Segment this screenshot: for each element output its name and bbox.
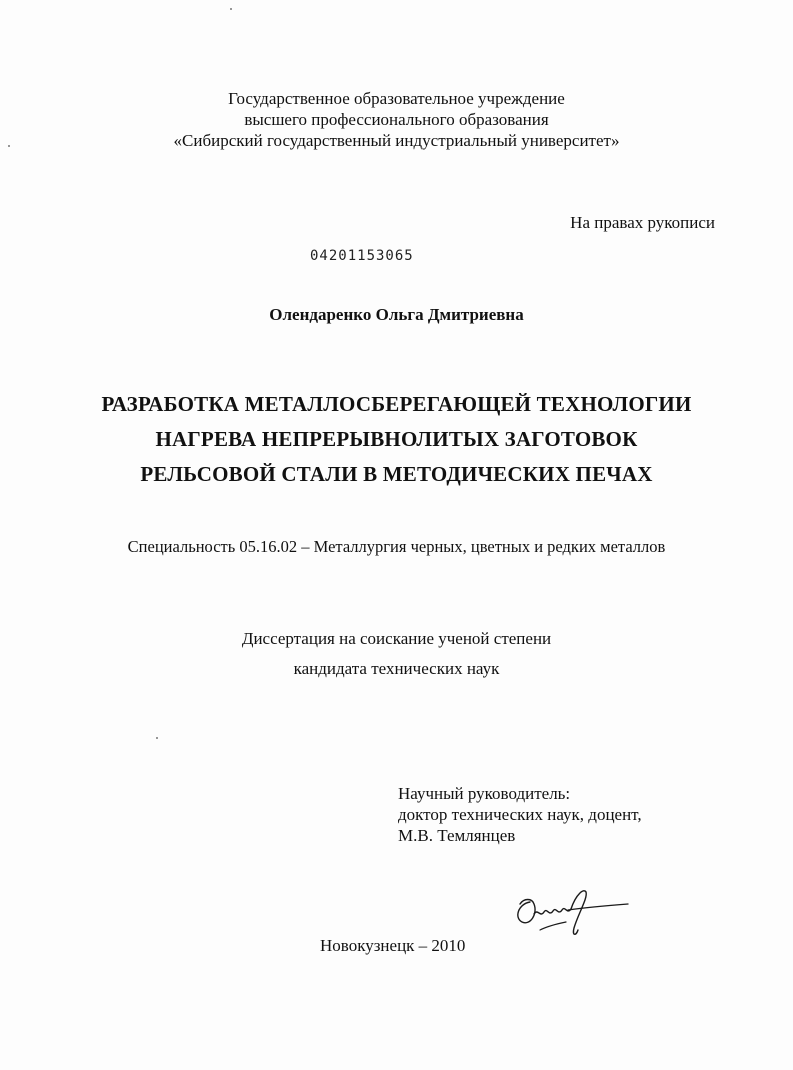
scan-speck bbox=[230, 8, 232, 10]
institution-line-3: «Сибирский государственный индустриальный университет» bbox=[173, 131, 620, 150]
author-name: Олендаренко Ольга Дмитриевна bbox=[269, 305, 524, 324]
scan-speck bbox=[156, 737, 158, 739]
institution-line-1: Государственное образовательное учреждение bbox=[228, 89, 565, 108]
supervisor-label: Научный руководитель: bbox=[398, 784, 571, 803]
handwritten-signature bbox=[512, 884, 632, 944]
institution-line-2: высшего профессионального образования bbox=[244, 110, 549, 129]
registration-code: 04201153065 bbox=[310, 248, 414, 264]
title-line-3: РЕЛЬСОВОЙ СТАЛИ В МЕТОДИЧЕСКИХ ПЕЧАХ bbox=[140, 462, 653, 486]
scan-speck bbox=[8, 145, 10, 147]
manuscript-note: На правах рукописи bbox=[570, 213, 715, 232]
city-year: Новокузнецк – 2010 bbox=[320, 936, 466, 955]
degree-line-1: Диссертация на соискание ученой степени bbox=[241, 629, 552, 648]
title-line-1: РАЗРАБОТКА МЕТАЛЛОСБЕРЕГАЮЩЕЙ ТЕХНОЛОГИИ bbox=[101, 392, 692, 416]
degree-line-2: кандидата технических наук bbox=[293, 659, 500, 678]
supervisor-credentials: доктор технических наук, доцент, bbox=[398, 805, 642, 824]
specialty-line: Специальность 05.16.02 – Металлургия черных, цветных и редких металлов bbox=[127, 537, 666, 556]
supervisor-name: М.В. Темлянцев bbox=[398, 826, 516, 845]
title-line-2: НАГРЕВА НЕПРЕРЫВНОЛИТЫХ ЗАГОТОВОК bbox=[155, 427, 638, 451]
